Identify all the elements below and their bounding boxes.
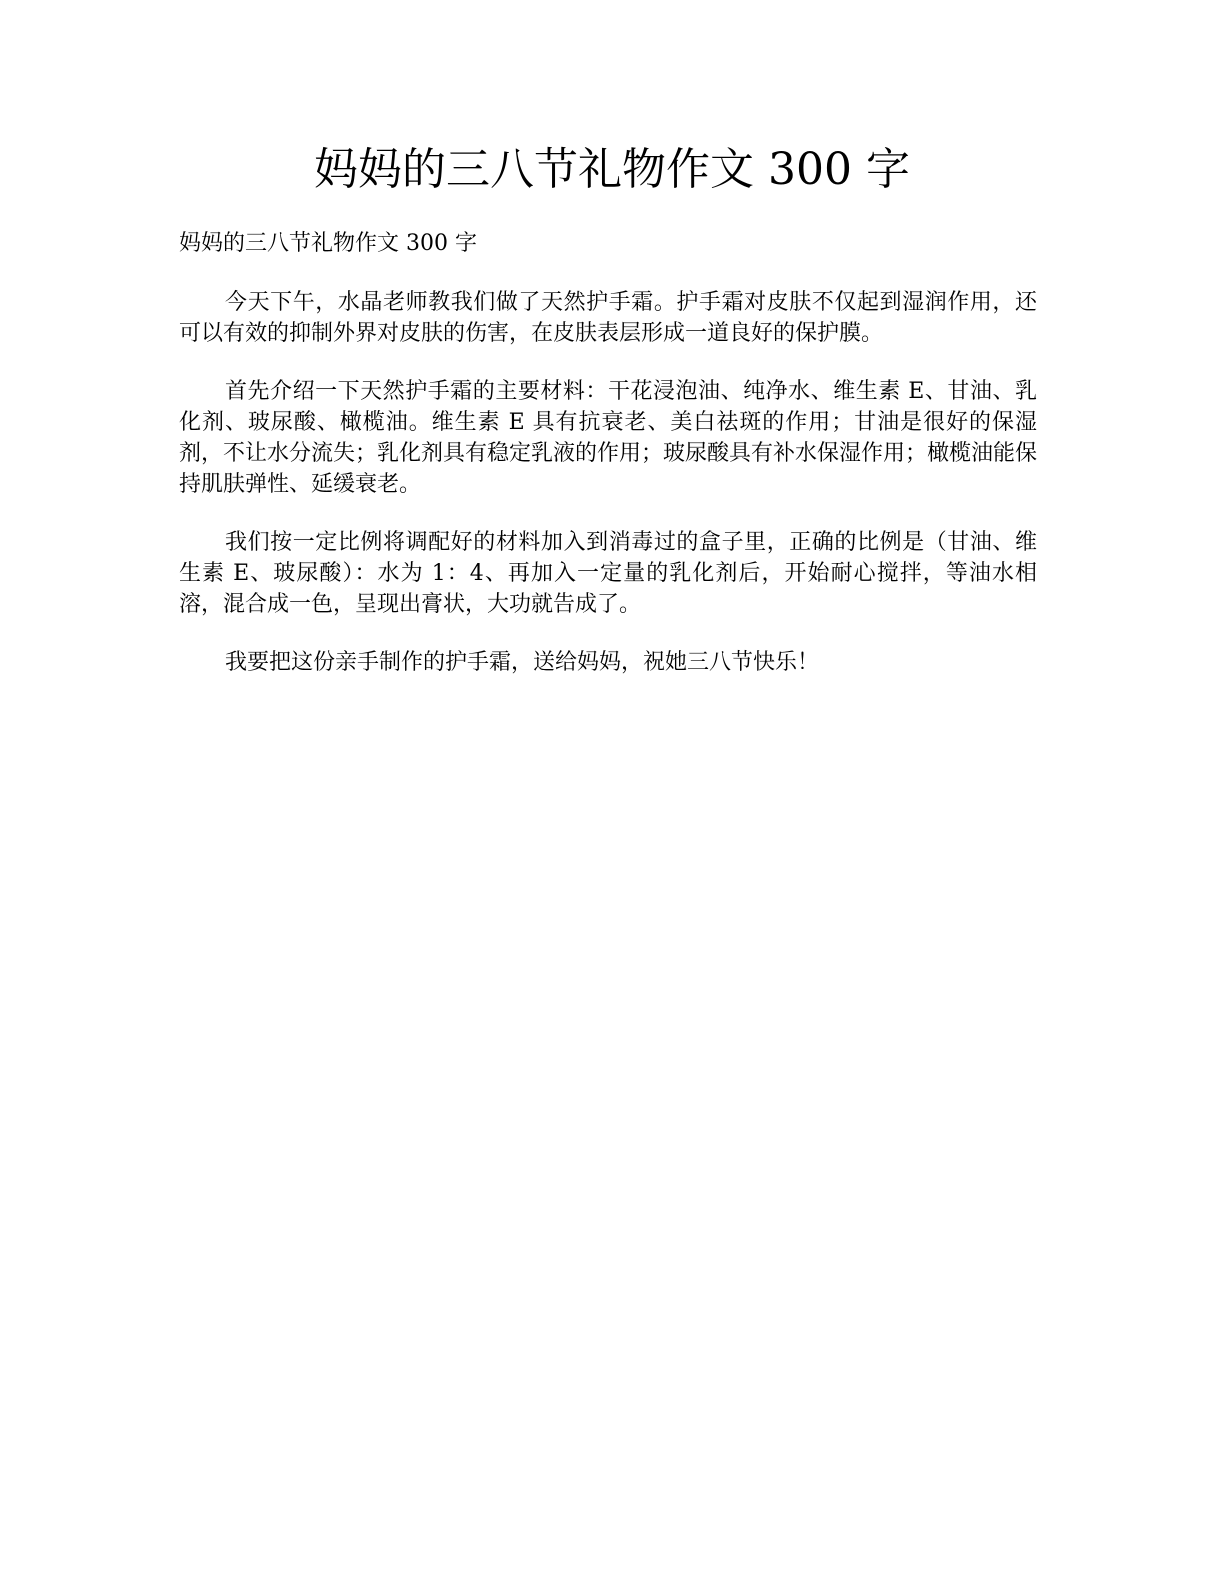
document-body xyxy=(179,228,1037,705)
paragraph-3: 我们按一定比例将调配好的材料加入到消毒过的盒子里，正确的比例是（甘油、维生素 E、玻尿酸）：水为 1：4、再加入一定量的乳化剂后，开始耐心搅拌，等油水相溶，混合成一色，呈现出膏状，大功就告成了。 xyxy=(179,530,1037,617)
paragraph-1: 今天下午，水晶老师教我们做了天然护手霜。护手霜对皮肤不仅起到湿润作用，还可以有效的抑制外界对皮肤的伤害，在皮肤表层形成一道良好的保护膜。 xyxy=(179,290,1037,346)
paragraph-2: 首先介绍一下天然护手霜的主要材料：干花浸泡油、纯净水、维生素 E、甘油、乳化剂、玻尿酸、橄榄油。维生素 E 具有抗衰老、美白祛斑的作用；甘油是很好的保湿剂，不让水分流失；乳化剂具有稳定乳液的作用；玻尿酸具有补水保湿作用；橄榄油能保持肌肤弹性、延缓衰老。 xyxy=(179,379,1038,497)
document-subtitle: 妈妈的三八节礼物作文 300 字 xyxy=(179,231,477,256)
document-title: 妈妈的三八节礼物作文 300 字 xyxy=(314,144,910,195)
paragraph-4: 我要把这份亲手制作的护手霜，送给妈妈，祝她三八节快乐！ xyxy=(225,650,820,675)
